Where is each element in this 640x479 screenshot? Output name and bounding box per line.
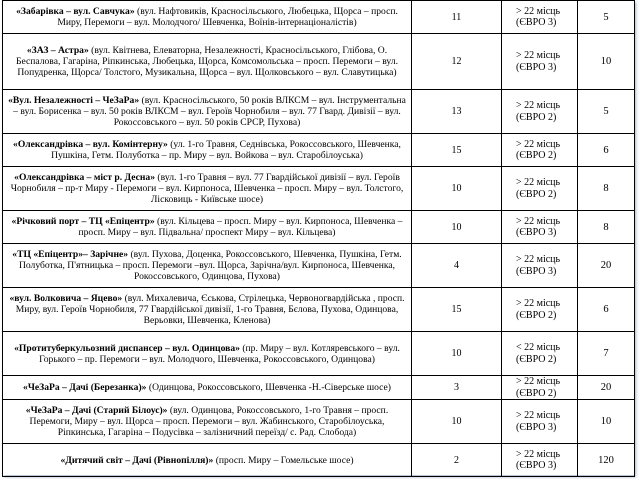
bus-euro-standard: (ЄВРО 2)	[516, 353, 557, 365]
bus-count: 120	[578, 444, 635, 477]
bus-count: 20	[578, 244, 635, 288]
table-row	[3, 332, 635, 376]
route-description	[3, 167, 412, 211]
bus-count: 5	[578, 90, 635, 134]
route-interval: 12	[412, 34, 502, 90]
route-name: «Олександрівка – вул. Комінтерну»	[13, 139, 168, 150]
bus-euro-standard: (ЄВРО 2)	[516, 309, 557, 321]
bus-count: 8	[578, 211, 635, 244]
route-path: (просп. Миру – Гомельське шосе)	[215, 454, 354, 466]
route-description	[3, 90, 412, 134]
table-row	[3, 211, 635, 244]
route-description	[3, 376, 412, 400]
bus-capacity: > 22 місць	[516, 410, 561, 421]
table-row	[3, 444, 635, 477]
route-path: (ул. 1-го Травня, Седнівська, Рокоссовського, Шевченка, Пушкіна, Гетм. Полуботка – пр. Миру – вул. Войкова – вул. Старобілоуська)	[51, 139, 401, 161]
bus-class	[502, 376, 578, 400]
route-name: «ЧеЗаРа – Дачі (Березанка)»	[23, 382, 147, 393]
bus-routes-table	[2, 0, 635, 477]
route-description	[3, 1, 412, 34]
route-path: (вул. Кільцева – просп. Миру – вул. Кирпоноса, Шевченка – просп. Миру – вул. Підвальна/ проспект Миру – вул. Кільцева)	[78, 216, 403, 238]
bus-capacity: > 22 місць	[516, 177, 561, 188]
route-name: «Олександрівка – міст р. Десна»	[14, 172, 156, 183]
bus-class	[502, 400, 578, 444]
bus-count: 8	[578, 167, 635, 211]
bus-count: 6	[578, 134, 635, 167]
bus-count: 20	[578, 376, 635, 400]
route-name: «Забарівка – вул. Савчука»	[16, 6, 135, 17]
bus-capacity: < 22 місць	[516, 342, 561, 353]
route-interval: 10	[412, 167, 502, 211]
route-path: (вул. Красносільського, 50 років ВЛКСМ – вул. Інструментальна – вул. Борисенка – вул. 50 років ВЛКСМ – вул. Героїв Чорнобиля – вул. 77 Гвард. Дивізії – вул. Рокоссовського – вул. 50 років СРСР, Пухова)	[13, 95, 406, 128]
route-name: «вул. Волковича – Яцево»	[9, 293, 123, 304]
table-row	[3, 400, 635, 444]
routes-table-body	[3, 1, 635, 477]
bus-capacity: > 22 місць	[516, 376, 561, 387]
table-row	[3, 134, 635, 167]
route-name: «ЧеЗаРа – Дачі (Старий Білоус)»	[25, 405, 168, 416]
route-interval: 4	[412, 244, 502, 288]
bus-euro-standard: (ЄВРО 3)	[516, 421, 557, 433]
bus-class	[502, 444, 578, 477]
table-row	[3, 244, 635, 288]
route-path: (вул. Пухова, Доценка, Рокоссовського, Шевченка, Пушкіна, Гетм. Полуботка, П'ятницька – просп. Перемоги –вул. Щорса, Зарічна/вул. Кирпоноса, Шевченка, Рокоссовського, Одинцова, Пухова)	[18, 249, 402, 282]
bus-euro-standard: (ЄВРО 3)	[516, 265, 557, 277]
bus-euro-standard: (ЄВРО 2)	[516, 111, 557, 123]
bus-capacity: > 22 місць	[516, 254, 561, 265]
bus-euro-standard: (ЄВРО 2)	[516, 150, 557, 161]
bus-capacity: > 22 місць	[516, 100, 561, 111]
route-description	[3, 34, 412, 90]
route-name: «ЗАЗ – Астра»	[26, 45, 89, 56]
bus-euro-standard: (ЄВРО 2)	[516, 188, 557, 200]
bus-capacity: > 22 місць	[516, 298, 561, 309]
route-table-frame	[2, 0, 634, 475]
route-name: «Дитячий світ – Дачі (Рівнопілля)»	[60, 454, 214, 466]
bus-euro-standard: (ЄВРО 3)	[516, 17, 557, 28]
route-interval: 10	[412, 400, 502, 444]
bus-class	[502, 34, 578, 90]
route-interval: 15	[412, 134, 502, 167]
route-description	[3, 444, 412, 477]
route-interval: 10	[412, 332, 502, 376]
table-row	[3, 1, 635, 34]
route-path: (вул. Нафтовиків, Красносільського, Любецька, Щорса – просп. Миру, Перемоги – вул. Молодчого/ Шевченка, Воїнів-інтернаціоналістів)	[57, 6, 398, 28]
bus-capacity: > 22 місць	[516, 215, 561, 227]
route-description	[3, 134, 412, 167]
route-interval: 3	[412, 376, 502, 400]
bus-class	[502, 134, 578, 167]
bus-count: 5	[578, 1, 635, 34]
route-interval: 13	[412, 90, 502, 134]
route-name: «ТЦ «Епіцентр»– Зарічне»	[12, 249, 129, 260]
bus-count: 10	[578, 400, 635, 444]
route-description	[3, 400, 412, 444]
bus-capacity: > 22 місць	[516, 448, 561, 460]
route-interval: 15	[412, 288, 502, 332]
bus-count: 10	[578, 34, 635, 90]
bus-euro-standard: (ЄВРО 3)	[516, 460, 557, 471]
table-row	[3, 90, 635, 134]
route-path: (вул. Одинцова, Рокоссовського, 1-го Травня – просп. Перемоги, Миру – вул. Щорса – просп. Перемоги – вул. Жабинського, Старобілоуська, Ріпкинська, Гагаріна – Подусівка – залізничний переїзд/ с. Рад. Слобода)	[29, 405, 389, 438]
bus-class	[502, 244, 578, 288]
route-interval: 11	[412, 1, 502, 34]
bus-capacity: > 22 місць	[516, 138, 561, 150]
route-path: (вул. 1-го Травня – вул. 77 Гвардійської дивізії – вул. Героїв Чорнобиля – пр-т Миру - Перемоги – вул. Кирпоноса, Шевченка – просп. Миру – вул. Толстого, Лісковиць - Київське шосе)	[10, 172, 404, 205]
route-description	[3, 211, 412, 244]
route-path: (пр. Миру – вул. Котляревського – вул. Горького – пр. Перемоги – вул. Молодчого, Шевченка, Рокоссовського, Одинцова)	[39, 342, 400, 365]
route-name: «Вул. Незалежності – ЧеЗаРа»	[8, 95, 140, 106]
bus-count: 7	[578, 332, 635, 376]
route-interval: 2	[412, 444, 502, 477]
route-description	[3, 332, 412, 376]
bus-capacity: > 22 місць	[516, 5, 561, 17]
bus-class	[502, 167, 578, 211]
table-row	[3, 288, 635, 332]
route-name: «Річковий порт – ТЦ «Епіцентр»	[11, 216, 155, 227]
route-path: (Одинцова, Рокоссовського, Шевченка -Н.-Сіверське шосе)	[148, 382, 391, 393]
route-description	[3, 288, 412, 332]
bus-class	[502, 90, 578, 134]
bus-euro-standard: (ЄВРО 2)	[516, 387, 557, 399]
table-row	[3, 167, 635, 211]
route-name: «Протитуберкульозний диспансер – вул. Одинцова»	[14, 342, 240, 354]
route-description	[3, 244, 412, 288]
bus-euro-standard: (ЄВРО 3)	[516, 61, 557, 73]
bus-class	[502, 332, 578, 376]
bus-euro-standard: (ЄВРО 3)	[516, 227, 557, 238]
table-row	[3, 34, 635, 90]
route-path: (вул. Квітнева, Елеваторна, Незалежності, Красносільського, Глібова, О. Беспалова, Гагаріна, Ріпкинська, Любецька, Щорса, Комсомольська – просп. Перемоги – вул. Попудренка, Щорса/ Толстого, Музикальна, Щорса – вул. Щолковського – вул. Славутицька)	[15, 45, 398, 78]
bus-class	[502, 288, 578, 332]
table-row	[3, 376, 635, 400]
bus-class	[502, 211, 578, 244]
bus-capacity: > 22 місць	[516, 50, 561, 61]
bus-count: 6	[578, 288, 635, 332]
route-interval: 10	[412, 211, 502, 244]
route-path: (вул. Михалевича, Єськова, Стрілецька, Червоногвардійська , просп. Миру, вул. Героїв Чорнобиля, 77 Гвардійської дивізії, 1-го Травня, Бєлова, Пухова, Одинцова, Верьовки, Шевченка, Кленова)	[15, 293, 405, 326]
bus-class	[502, 1, 578, 34]
